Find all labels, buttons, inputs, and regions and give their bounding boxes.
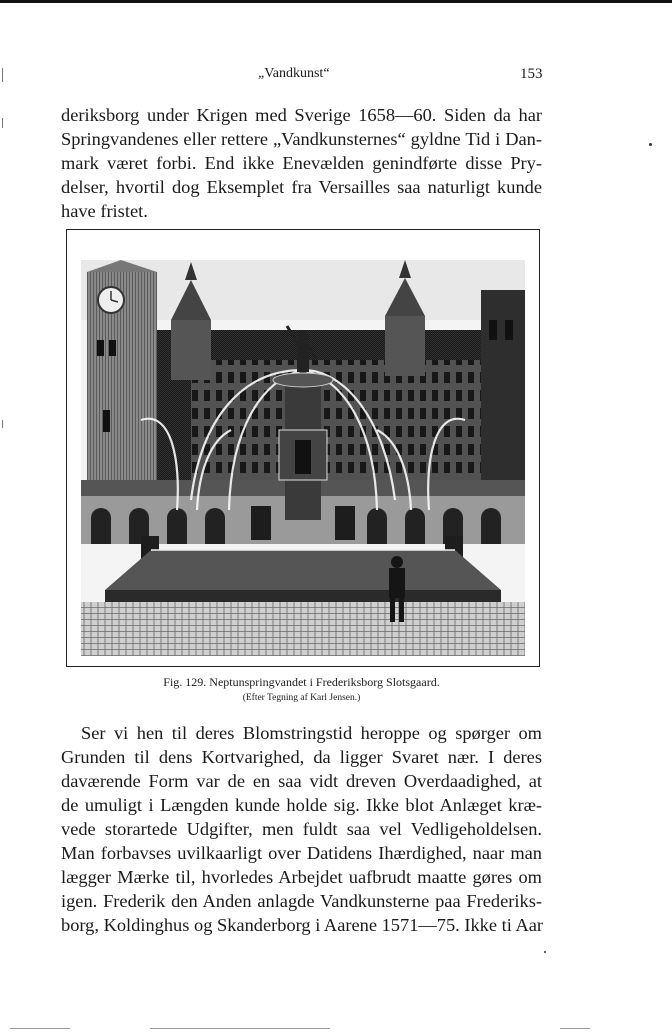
page-number: 153	[520, 66, 543, 82]
figure-credit: (Efter Tegning af Karl Jensen.)	[242, 693, 361, 703]
text-line: deriksborg under Krigen med Sverige 1658—60. Siden da har	[61, 105, 542, 125]
scan-speck	[544, 951, 546, 953]
text-line: have fristet.	[61, 201, 148, 221]
text-line: delser, hvortil dog Eksemplet fra Versailles saa naturligt kunde	[61, 177, 542, 197]
running-head	[0, 66, 672, 86]
figure-illustration	[66, 229, 540, 667]
paragraph-bottom	[61, 721, 542, 937]
text-line: mark været forbi. End ikke Enevælden genindførte disse Pry-	[61, 153, 542, 173]
scan-bottom-mark	[150, 1028, 330, 1029]
text-line: borg, Koldinghus og Skanderborg i Aarene 1571—75. Ikke ti Aar	[61, 915, 544, 935]
text-line: Ser vi hen til deres Blomstringstid heroppe og spørger om	[81, 723, 542, 743]
neptune-fountain-engraving	[81, 260, 525, 656]
text-line: Springvandenes eller rettere „Vandkunsternes“ gyldne Tid i Dan-	[61, 129, 542, 149]
scan-top-edge	[0, 0, 672, 3]
text-line: vede storartede Udgifter, men fuldt saa vel Vedligeholdelsen.	[61, 819, 542, 839]
scan-bottom-marks	[0, 1025, 672, 1031]
text-line: Grunden til dens Kortvarighed, da ligger Svaret nær. I deres	[61, 747, 542, 767]
paragraph-top	[61, 103, 542, 223]
text-line: igen. Frederik den Anden anlagde Vandkunsterne paa Frederiks-	[61, 891, 542, 911]
scan-bottom-mark	[560, 1028, 590, 1029]
text-line: daværende Form var de en saa vidt dreven Overdaadighed, at	[61, 771, 542, 791]
scan-left-mark	[2, 118, 3, 128]
scan-bottom-mark	[10, 1028, 70, 1029]
text-line: lægger Mærke til, hvorledes Arbejdet uafbrudt maatte gøres om	[61, 867, 542, 887]
running-title: „Vandkunst“	[258, 66, 330, 81]
figure-caption: Fig. 129. Neptunspringvandet i Frederiksborg Slotsgaard.	[163, 675, 440, 689]
text-line: de umuligt i Længden kunde holde sig. Ikke blot Anlæget kræ-	[61, 795, 542, 815]
text-line: Man forbavses uvilkaarligt over Datidens Ihærdighed, naar man	[61, 843, 542, 863]
scan-speck	[649, 143, 652, 146]
scan-left-mark	[2, 420, 3, 428]
